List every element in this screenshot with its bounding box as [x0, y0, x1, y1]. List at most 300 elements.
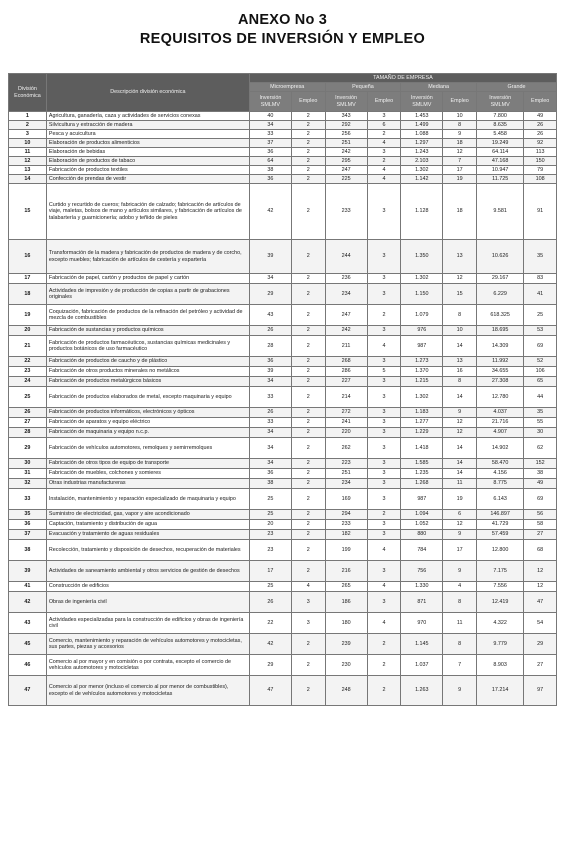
micro-inversion-cell: 34 — [249, 459, 291, 469]
mediana-empleo-cell: 8 — [443, 634, 477, 655]
micro-empleo-cell: 2 — [291, 377, 325, 387]
table-row — [9, 148, 557, 157]
size-group-header: Mediana — [401, 83, 477, 92]
division-cell: 32 — [9, 479, 47, 489]
table-row — [9, 408, 557, 418]
mediana-empleo-cell: 13 — [443, 357, 477, 367]
pequena-empleo-cell: 3 — [367, 112, 401, 121]
description-cell: Fabricación de muebles, colchones y somieres — [46, 469, 249, 479]
size-group-header: Pequeña — [325, 83, 401, 92]
grande-inversion-cell: 6.143 — [477, 489, 524, 510]
grande-inversion-cell: 6.229 — [477, 284, 524, 305]
description-cell: Fabricación de maquinaria y equipo n.c.p. — [46, 428, 249, 438]
pequena-inversion-cell: 244 — [325, 240, 367, 274]
mediana-inversion-cell: 1.142 — [401, 175, 443, 184]
mediana-empleo-cell: 19 — [443, 489, 477, 510]
mediana-inversion-cell: 1.370 — [401, 367, 443, 377]
pequena-inversion-cell: 292 — [325, 121, 367, 130]
pequena-empleo-cell: 3 — [367, 479, 401, 489]
table-row — [9, 582, 557, 592]
mediana-empleo-cell: 8 — [443, 377, 477, 387]
pequena-empleo-cell: 3 — [367, 459, 401, 469]
mediana-empleo-cell: 14 — [443, 459, 477, 469]
grande-empleo-cell: 27 — [524, 655, 557, 676]
mediana-empleo-cell: 9 — [443, 408, 477, 418]
description-cell: Pesca y acuicultura — [46, 130, 249, 139]
division-cell: 24 — [9, 377, 47, 387]
mediana-empleo-cell: 14 — [443, 469, 477, 479]
grande-inversion-cell: 4.156 — [477, 469, 524, 479]
mediana-inversion-cell: 1.302 — [401, 274, 443, 284]
pequena-empleo-cell: 6 — [367, 121, 401, 130]
grande-empleo-cell: 69 — [524, 336, 557, 357]
table-row — [9, 469, 557, 479]
micro-empleo-cell: 2 — [291, 438, 325, 459]
pequena-empleo-cell: 4 — [367, 166, 401, 175]
inversion-subheader: Inversión SMLMV — [325, 92, 367, 112]
description-cell: Fabricación de productos metalúrgicos básicos — [46, 377, 249, 387]
mediana-empleo-cell: 9 — [443, 561, 477, 582]
grande-empleo-cell: 12 — [524, 561, 557, 582]
mediana-empleo-cell: 7 — [443, 655, 477, 676]
micro-empleo-cell: 2 — [291, 469, 325, 479]
size-group-header: Grande — [477, 83, 557, 92]
micro-inversion-cell: 39 — [249, 367, 291, 377]
pequena-inversion-cell: 242 — [325, 148, 367, 157]
division-cell: 27 — [9, 418, 47, 428]
micro-inversion-cell: 37 — [249, 139, 291, 148]
table-row — [9, 479, 557, 489]
pequena-inversion-cell: 234 — [325, 479, 367, 489]
micro-inversion-cell: 25 — [249, 510, 291, 520]
pequena-empleo-cell: 3 — [367, 592, 401, 613]
mediana-inversion-cell: 1.585 — [401, 459, 443, 469]
micro-inversion-cell: 29 — [249, 655, 291, 676]
micro-inversion-cell: 34 — [249, 438, 291, 459]
pequena-empleo-cell: 2 — [367, 130, 401, 139]
micro-inversion-cell: 33 — [249, 418, 291, 428]
micro-inversion-cell: 33 — [249, 387, 291, 408]
mediana-inversion-cell: 784 — [401, 540, 443, 561]
micro-inversion-cell: 38 — [249, 166, 291, 175]
description-cell: Instalación, mantenimiento y reparación especializado de maquinaria y equipo — [46, 489, 249, 510]
pequena-inversion-cell: 251 — [325, 469, 367, 479]
description-cell: Fabricación de otros tipos de equipo de transporte — [46, 459, 249, 469]
division-cell: 3 — [9, 130, 47, 139]
division-cell: 39 — [9, 561, 47, 582]
pequena-empleo-cell: 3 — [367, 469, 401, 479]
grande-empleo-cell: 26 — [524, 121, 557, 130]
table-row — [9, 284, 557, 305]
micro-empleo-cell: 2 — [291, 408, 325, 418]
description-cell: Confección de prendas de vestir — [46, 175, 249, 184]
grande-empleo-cell: 49 — [524, 112, 557, 121]
table-row — [9, 121, 557, 130]
mediana-inversion-cell: 1.302 — [401, 387, 443, 408]
micro-empleo-cell: 2 — [291, 175, 325, 184]
division-cell: 45 — [9, 634, 47, 655]
description-cell: Fabricación de papel, cartón y productos de papel y cartón — [46, 274, 249, 284]
micro-inversion-cell: 23 — [249, 530, 291, 540]
mediana-empleo-cell: 15 — [443, 284, 477, 305]
micro-inversion-cell: 34 — [249, 428, 291, 438]
mediana-inversion-cell: 1.499 — [401, 121, 443, 130]
micro-inversion-cell: 34 — [249, 274, 291, 284]
pequena-empleo-cell: 3 — [367, 326, 401, 336]
grande-inversion-cell: 618.325 — [477, 305, 524, 326]
grande-inversion-cell: 64.114 — [477, 148, 524, 157]
mediana-empleo-cell: 16 — [443, 367, 477, 377]
mediana-inversion-cell: 871 — [401, 592, 443, 613]
table-row — [9, 428, 557, 438]
micro-empleo-cell: 2 — [291, 274, 325, 284]
mediana-inversion-cell: 1.079 — [401, 305, 443, 326]
pequena-inversion-cell: 186 — [325, 592, 367, 613]
micro-inversion-cell: 23 — [249, 540, 291, 561]
pequena-inversion-cell: 199 — [325, 540, 367, 561]
mediana-empleo-cell: 14 — [443, 438, 477, 459]
grande-empleo-cell: 44 — [524, 387, 557, 408]
micro-empleo-cell: 2 — [291, 520, 325, 530]
grande-inversion-cell: 4.322 — [477, 613, 524, 634]
mediana-empleo-cell: 11 — [443, 479, 477, 489]
pequena-inversion-cell: 294 — [325, 510, 367, 520]
table-row — [9, 561, 557, 582]
micro-empleo-cell: 2 — [291, 530, 325, 540]
micro-empleo-cell: 2 — [291, 121, 325, 130]
grande-empleo-cell: 26 — [524, 130, 557, 139]
table-row — [9, 326, 557, 336]
micro-inversion-cell: 36 — [249, 148, 291, 157]
micro-empleo-cell: 4 — [291, 582, 325, 592]
table-row — [9, 357, 557, 367]
division-cell: 13 — [9, 166, 47, 175]
pequena-empleo-cell: 3 — [367, 561, 401, 582]
pequena-empleo-cell: 4 — [367, 139, 401, 148]
grande-inversion-cell: 10.947 — [477, 166, 524, 175]
document-title: ANEXO No 3 — [237, 12, 327, 28]
micro-inversion-cell: 26 — [249, 592, 291, 613]
grande-empleo-cell: 150 — [524, 157, 557, 166]
micro-empleo-cell: 2 — [291, 367, 325, 377]
inversion-subheader: Inversión SMLMV — [401, 92, 443, 112]
mediana-inversion-cell: 756 — [401, 561, 443, 582]
size-group-header: Microempresa — [249, 83, 325, 92]
grande-empleo-cell: 38 — [524, 469, 557, 479]
description-cell: Construcción de edificios — [46, 582, 249, 592]
micro-empleo-cell: 2 — [291, 184, 325, 240]
division-cell: 25 — [9, 387, 47, 408]
grande-empleo-cell: 152 — [524, 459, 557, 469]
division-cell: 43 — [9, 613, 47, 634]
division-cell: 29 — [9, 438, 47, 459]
grande-inversion-cell: 11.725 — [477, 175, 524, 184]
pequena-empleo-cell: 3 — [367, 184, 401, 240]
pequena-inversion-cell: 227 — [325, 377, 367, 387]
description-cell: Fabricación de productos informáticos, electrónicos y ópticos — [46, 408, 249, 418]
micro-empleo-cell: 2 — [291, 166, 325, 175]
grande-inversion-cell: 19.249 — [477, 139, 524, 148]
micro-inversion-cell: 36 — [249, 175, 291, 184]
pequena-inversion-cell: 248 — [325, 676, 367, 706]
division-cell: 35 — [9, 510, 47, 520]
micro-empleo-cell: 2 — [291, 305, 325, 326]
pequena-inversion-cell: 262 — [325, 438, 367, 459]
micro-empleo-cell: 2 — [291, 357, 325, 367]
grande-empleo-cell: 47 — [524, 592, 557, 613]
division-cell: 19 — [9, 305, 47, 326]
description-cell: Comercio, mantenimiento y reparación de vehículos automotores y motocicletas, sus partes, piezas y accesorios — [46, 634, 249, 655]
micro-inversion-cell: 33 — [249, 130, 291, 139]
grande-inversion-cell: 27.308 — [477, 377, 524, 387]
division-cell: 47 — [9, 676, 47, 706]
pequena-empleo-cell: 3 — [367, 418, 401, 428]
micro-empleo-cell: 2 — [291, 130, 325, 139]
table-row — [9, 613, 557, 634]
micro-empleo-cell: 3 — [291, 613, 325, 634]
grande-inversion-cell: 34.655 — [477, 367, 524, 377]
description-cell: Fabricación de productos textiles — [46, 166, 249, 175]
grande-inversion-cell: 7.800 — [477, 112, 524, 121]
pequena-empleo-cell: 3 — [367, 240, 401, 274]
mediana-inversion-cell: 1.183 — [401, 408, 443, 418]
grande-empleo-cell: 83 — [524, 274, 557, 284]
pequena-inversion-cell: 216 — [325, 561, 367, 582]
grande-inversion-cell: 58.470 — [477, 459, 524, 469]
pequena-empleo-cell: 4 — [367, 582, 401, 592]
pequena-empleo-cell: 2 — [367, 676, 401, 706]
pequena-empleo-cell: 3 — [367, 387, 401, 408]
pequena-inversion-cell: 169 — [325, 489, 367, 510]
table-row — [9, 655, 557, 676]
mediana-empleo-cell: 12 — [443, 428, 477, 438]
pequena-empleo-cell: 2 — [367, 655, 401, 676]
mediana-empleo-cell: 6 — [443, 510, 477, 520]
micro-empleo-cell: 2 — [291, 240, 325, 274]
division-cell: 30 — [9, 459, 47, 469]
micro-inversion-cell: 26 — [249, 326, 291, 336]
mediana-inversion-cell: 987 — [401, 489, 443, 510]
micro-inversion-cell: 39 — [249, 240, 291, 274]
table-row — [9, 592, 557, 613]
micro-inversion-cell: 47 — [249, 676, 291, 706]
micro-inversion-cell: 43 — [249, 305, 291, 326]
mediana-inversion-cell: 1.145 — [401, 634, 443, 655]
inversion-subheader: Inversión SMLMV — [477, 92, 524, 112]
mediana-empleo-cell: 19 — [443, 175, 477, 184]
pequena-inversion-cell: 251 — [325, 139, 367, 148]
micro-empleo-cell: 2 — [291, 284, 325, 305]
pequena-inversion-cell: 233 — [325, 184, 367, 240]
division-cell: 22 — [9, 357, 47, 367]
grande-inversion-cell: 57.459 — [477, 530, 524, 540]
micro-empleo-cell: 2 — [291, 326, 325, 336]
pequena-empleo-cell: 4 — [367, 540, 401, 561]
mediana-empleo-cell: 7 — [443, 157, 477, 166]
description-cell: Obras de ingeniería civil — [46, 592, 249, 613]
pequena-empleo-cell: 4 — [367, 613, 401, 634]
grande-empleo-cell: 35 — [524, 240, 557, 274]
grande-empleo-cell: 97 — [524, 676, 557, 706]
grande-inversion-cell: 5.458 — [477, 130, 524, 139]
mediana-empleo-cell: 11 — [443, 613, 477, 634]
micro-empleo-cell: 2 — [291, 112, 325, 121]
table-row — [9, 305, 557, 326]
pequena-empleo-cell: 3 — [367, 148, 401, 157]
mediana-inversion-cell: 1.094 — [401, 510, 443, 520]
pequena-empleo-cell: 4 — [367, 175, 401, 184]
mediana-inversion-cell: 1.229 — [401, 428, 443, 438]
description-cell: Silvicultura y extracción de madera — [46, 121, 249, 130]
mediana-inversion-cell: 1.263 — [401, 676, 443, 706]
grande-empleo-cell: 91 — [524, 184, 557, 240]
grande-inversion-cell: 12.800 — [477, 540, 524, 561]
grande-empleo-cell: 53 — [524, 326, 557, 336]
mediana-inversion-cell: 1.215 — [401, 377, 443, 387]
mediana-inversion-cell: 1.453 — [401, 112, 443, 121]
grande-inversion-cell: 7.175 — [477, 561, 524, 582]
pequena-inversion-cell: 247 — [325, 166, 367, 175]
micro-inversion-cell: 17 — [249, 561, 291, 582]
mediana-inversion-cell: 1.330 — [401, 582, 443, 592]
mediana-inversion-cell: 976 — [401, 326, 443, 336]
micro-inversion-cell: 25 — [249, 582, 291, 592]
pequena-empleo-cell: 2 — [367, 305, 401, 326]
requirements-table — [8, 73, 557, 706]
grande-inversion-cell: 14.309 — [477, 336, 524, 357]
mediana-empleo-cell: 4 — [443, 582, 477, 592]
division-cell: 36 — [9, 520, 47, 530]
description-cell: Fabricación de productos elaborados de metal, excepto maquinaria y equipo — [46, 387, 249, 408]
micro-empleo-cell: 2 — [291, 428, 325, 438]
division-cell: 23 — [9, 367, 47, 377]
grande-empleo-cell: 30 — [524, 428, 557, 438]
division-cell: 2 — [9, 121, 47, 130]
empleo-subheader: Empleo — [443, 92, 477, 112]
micro-empleo-cell: 2 — [291, 387, 325, 408]
grande-empleo-cell: 49 — [524, 479, 557, 489]
pequena-empleo-cell: 3 — [367, 284, 401, 305]
description-cell: Fabricación de sustancias y productos químicos — [46, 326, 249, 336]
grande-inversion-cell: 21.716 — [477, 418, 524, 428]
description-cell: Fabricación de aparatos y equipo eléctrico — [46, 418, 249, 428]
description-cell: Comercio al por mayor y en comisión o por contrata, excepto el comercio de vehículos automotores y motocicletas — [46, 655, 249, 676]
pequena-inversion-cell: 234 — [325, 284, 367, 305]
grande-empleo-cell: 41 — [524, 284, 557, 305]
grande-empleo-cell: 55 — [524, 418, 557, 428]
mediana-empleo-cell: 10 — [443, 326, 477, 336]
mediana-inversion-cell: 1.277 — [401, 418, 443, 428]
division-cell: 20 — [9, 326, 47, 336]
micro-empleo-cell: 2 — [291, 148, 325, 157]
mediana-empleo-cell: 9 — [443, 130, 477, 139]
micro-empleo-cell: 3 — [291, 592, 325, 613]
micro-inversion-cell: 38 — [249, 479, 291, 489]
grande-empleo-cell: 27 — [524, 530, 557, 540]
mediana-inversion-cell: 1.350 — [401, 240, 443, 274]
mediana-empleo-cell: 14 — [443, 336, 477, 357]
pequena-empleo-cell: 5 — [367, 367, 401, 377]
mediana-empleo-cell: 12 — [443, 520, 477, 530]
pequena-empleo-cell: 2 — [367, 634, 401, 655]
description-cell: Elaboración de productos de tabaco — [46, 157, 249, 166]
pequena-empleo-cell: 3 — [367, 438, 401, 459]
table-row — [9, 377, 557, 387]
pequena-inversion-cell: 230 — [325, 655, 367, 676]
division-cell: 46 — [9, 655, 47, 676]
grande-empleo-cell: 12 — [524, 582, 557, 592]
micro-empleo-cell: 2 — [291, 418, 325, 428]
grande-empleo-cell: 56 — [524, 510, 557, 520]
micro-empleo-cell: 2 — [291, 489, 325, 510]
pequena-empleo-cell: 3 — [367, 428, 401, 438]
micro-empleo-cell: 2 — [291, 479, 325, 489]
micro-inversion-cell: 29 — [249, 284, 291, 305]
mediana-inversion-cell: 1.268 — [401, 479, 443, 489]
micro-inversion-cell: 34 — [249, 121, 291, 130]
table-row — [9, 130, 557, 139]
mediana-empleo-cell: 10 — [443, 112, 477, 121]
grande-empleo-cell: 25 — [524, 305, 557, 326]
grande-empleo-cell: 68 — [524, 540, 557, 561]
division-cell: 11 — [9, 148, 47, 157]
micro-inversion-cell: 64 — [249, 157, 291, 166]
pequena-empleo-cell: 3 — [367, 489, 401, 510]
pequena-inversion-cell: 272 — [325, 408, 367, 418]
micro-empleo-cell: 2 — [291, 459, 325, 469]
division-cell: 15 — [9, 184, 47, 240]
mediana-inversion-cell: 1.297 — [401, 139, 443, 148]
pequena-empleo-cell: 3 — [367, 274, 401, 284]
grande-inversion-cell: 8.775 — [477, 479, 524, 489]
micro-empleo-cell: 2 — [291, 157, 325, 166]
division-cell: 12 — [9, 157, 47, 166]
table-row — [9, 336, 557, 357]
table-row — [9, 274, 557, 284]
division-cell: 14 — [9, 175, 47, 184]
description-cell: Elaboración de productos alimenticios — [46, 139, 249, 148]
document-subtitle: REQUISITOS DE INVERSIÓN Y EMPLEO — [139, 31, 426, 47]
grande-empleo-cell: 54 — [524, 613, 557, 634]
table-row — [9, 175, 557, 184]
pequena-inversion-cell: 236 — [325, 274, 367, 284]
table-row — [9, 530, 557, 540]
pequena-inversion-cell: 225 — [325, 175, 367, 184]
grande-inversion-cell: 8.903 — [477, 655, 524, 676]
grande-inversion-cell: 18.695 — [477, 326, 524, 336]
mediana-empleo-cell: 12 — [443, 418, 477, 428]
division-cell: 41 — [9, 582, 47, 592]
table-header — [9, 74, 557, 112]
micro-empleo-cell: 2 — [291, 336, 325, 357]
mediana-empleo-cell: 9 — [443, 530, 477, 540]
table-row — [9, 540, 557, 561]
micro-inversion-cell: 42 — [249, 184, 291, 240]
pequena-inversion-cell: 247 — [325, 305, 367, 326]
table-row — [9, 459, 557, 469]
description-cell: Actividades de impresión y de producción de copias a partir de grabaciones originales — [46, 284, 249, 305]
pequena-inversion-cell: 256 — [325, 130, 367, 139]
grande-inversion-cell: 9.779 — [477, 634, 524, 655]
grande-inversion-cell: 10.626 — [477, 240, 524, 274]
pequena-inversion-cell: 211 — [325, 336, 367, 357]
mediana-empleo-cell: 12 — [443, 148, 477, 157]
pequena-empleo-cell: 3 — [367, 408, 401, 418]
division-cell: 37 — [9, 530, 47, 540]
micro-empleo-cell: 2 — [291, 655, 325, 676]
pequena-inversion-cell: 286 — [325, 367, 367, 377]
mediana-empleo-cell: 8 — [443, 592, 477, 613]
